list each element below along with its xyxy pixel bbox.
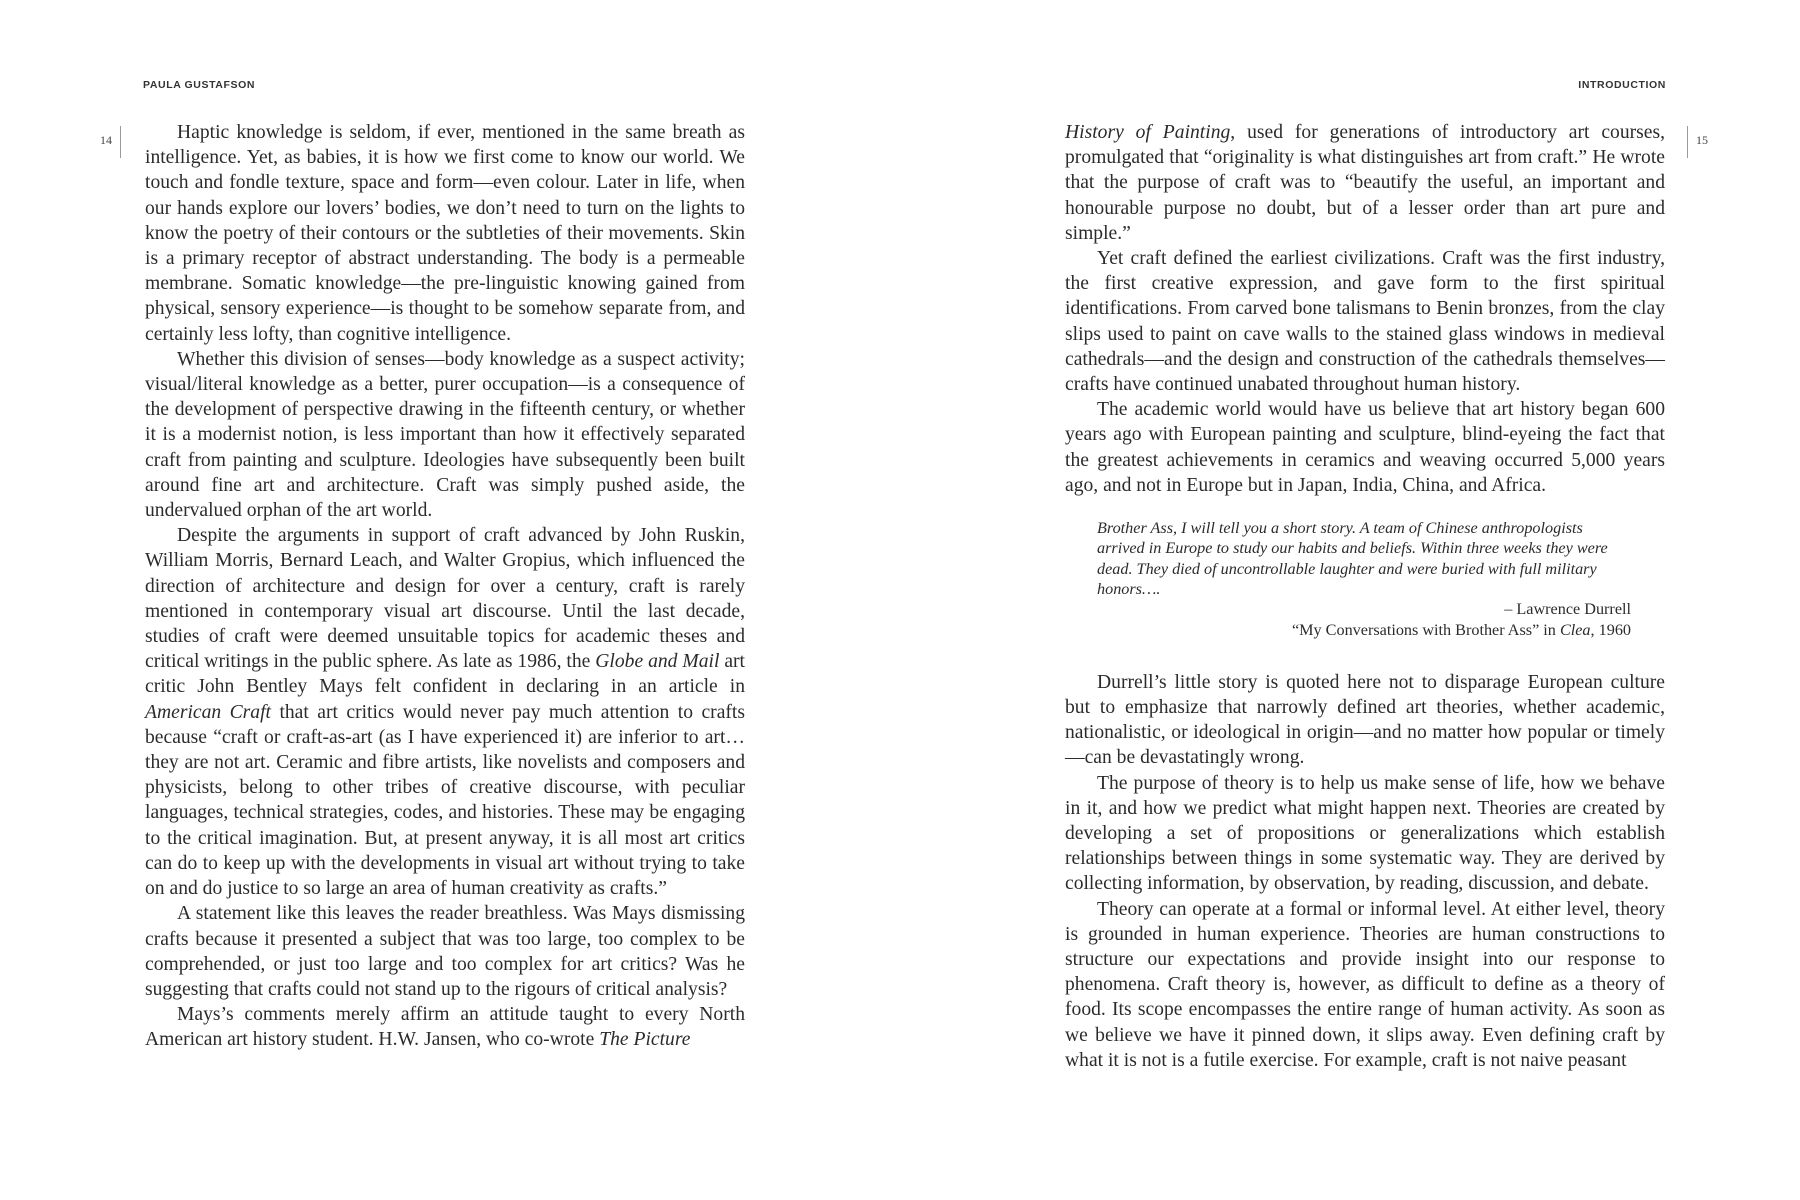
right-text-column	[1065, 120, 1665, 1073]
page-number-left: 14	[100, 133, 112, 147]
paragraph: Mays’s comments merely affirm an attitude taught to every North American art history student. H.W. Jansen, who co-wrote The Picture	[145, 1004, 745, 1051]
italic-title: Globe and Mail	[595, 651, 720, 673]
paragraph: Theory can operate at a formal or informal level. At either level, theory is grounded in human experience. Theories are human constructions to structure our expectations and provide insight into our response to phenomena. Craft theory is, however, as difficult to define as a theory of food. Its scope encompasses the entire range of human activity. As soon as we believe we have it pinned down, it slips away. Even defining craft by what it is not is a futile exercise. For example, craft is not naive peasant	[1065, 898, 1665, 1071]
paragraph: Durrell’s little story is quoted here not to disparage European culture but to emphasize that narrowly defined art theories, whether academic, nationalistic, or ideological in origin—and no matter how popular or timely—can be devastatingly wrong.	[1065, 671, 1665, 769]
paragraph: Haptic knowledge is seldom, if ever, mentioned in the same breath as intelligence. Yet, as babies, it is how we first come to know our world. We touch and fondle texture, space and form—even colour. Later in life, when our hands explore our lovers’ bodies, we don’t need to turn on the lights to know the poetry of their contours or the subtleties of their movements. Skin is a primary receptor of abstract understanding. The body is a permeable membrane. Somatic knowledge—the pre-linguistic knowing gained from physical, sensory experience—is thought to be somehow separate from, and certainly less lofty, than cognitive intelligence.	[145, 122, 745, 345]
folio-rule-right	[1687, 126, 1688, 158]
italic-title: History of Painting	[1065, 122, 1231, 143]
folio-rule-left	[120, 126, 121, 158]
running-head-author: PAULA GUSTAFSON	[143, 79, 256, 91]
paragraph: The academic world would have us believe that art history began 600 years ago with European painting and sculpture, blind-eyeing the fact that the greatest achievements in ceramics and weaving occurred 5,000 years ago, and not in Europe but in Japan, India, China, and Africa.	[1065, 399, 1665, 496]
italic-title: American Craft	[145, 701, 271, 723]
epigraph-source: “My Conversations with Brother Ass” in Clea, 1960	[1291, 620, 1631, 639]
paragraph: A statement like this leaves the reader breathless. Was Mays dismissing crafts because it presented a subject that was too large, too complex to be comprehended, or just too large and too complex for art critics? Was he suggesting that crafts could not stand up to the rigours of critical analysis?	[145, 903, 745, 1000]
paragraph: Whether this division of senses—body knowledge as a suspect activity; visual/literal knowledge as a better, purer occupation—is a consequence of the development of perspective drawing in the fifteenth century, or whether it is a modernist notion, is less important than how it effectively separated craft from painting and sculpture. Ideologies have subsequently been built around fine art and architecture. Craft was simply pushed aside, the undervalued orphan of the art world.	[145, 348, 745, 522]
italic-title: The Picture	[599, 1029, 691, 1051]
epigraph-author: – Lawrence Durrell	[1504, 600, 1631, 619]
paragraph: Despite the arguments in support of craft advanced by John Ruskin, William Morris, Bernard Leach, and Walter Gropius, which influenced the direction of architecture and design for over a century, craft is rarely mentioned in contemporary visual art discourse. Until the last decade, studies of craft were deemed unsuitable topics for academic theses and critical writings in the public sphere. As late as 1986, the Globe and Mail art critic John Bentley Mays felt confident in declaring in an article in American Craft that art critics would never pay much attention to crafts because “craft or craft-as-art (as I have experienced it) are inferior to art…they are not art. Ceramic and fibre artists, like novelists and composers and physicists, belong to other tribes of creative discourse, with peculiar languages, technical strategies, codes, and histories. These may be engaging to the critical imagination. But, at present anyway, it is all most art critics can do to keep up with the developments in visual art without trying to take on and do justice to so large an area of human creativity as crafts.”	[145, 525, 745, 900]
epigraph	[1097, 518, 1631, 640]
left-text-column	[145, 120, 745, 1053]
paragraph: The purpose of theory is to help us make sense of life, how we behave in it, and how we predict what might happen next. Theories are created by developing a set of propositions or generalizations which establish relationships between things in some systematic way. They are derived by collecting information, by observation, by reading, discussion, and debate.	[1065, 772, 1665, 895]
page-number-right: 15	[1696, 133, 1708, 147]
paragraph: Yet craft defined the earliest civilizations. Craft was the first industry, the first creative expression, and gave form to the first spiritual identifications. From carved bone talismans to Benin bronzes, from the clay slips used to paint on cave walls to the stained glass windows in medieval cathedrals—and the design and construction of the cathedrals themselves—crafts have continued unabated throughout human history.	[1065, 248, 1665, 396]
paragraph: History of Painting, used for generations of introductory art courses, promulgated that “originality is what distinguishes art from craft.” He wrote that the purpose of craft was to “beautify the useful, an important and honourable purpose no doubt, but of a lesser order than art pure and simple.”	[1065, 122, 1665, 244]
epigraph-text: Brother Ass, I will tell you a short story. A team of Chinese anthropologists arrived in Europe to study our habits and beliefs. Within three weeks they were dead. They died of uncontrollable laughter and were buried with full military honors….	[1097, 519, 1608, 598]
running-head-chapter: INTRODUCTION	[1578, 79, 1666, 91]
